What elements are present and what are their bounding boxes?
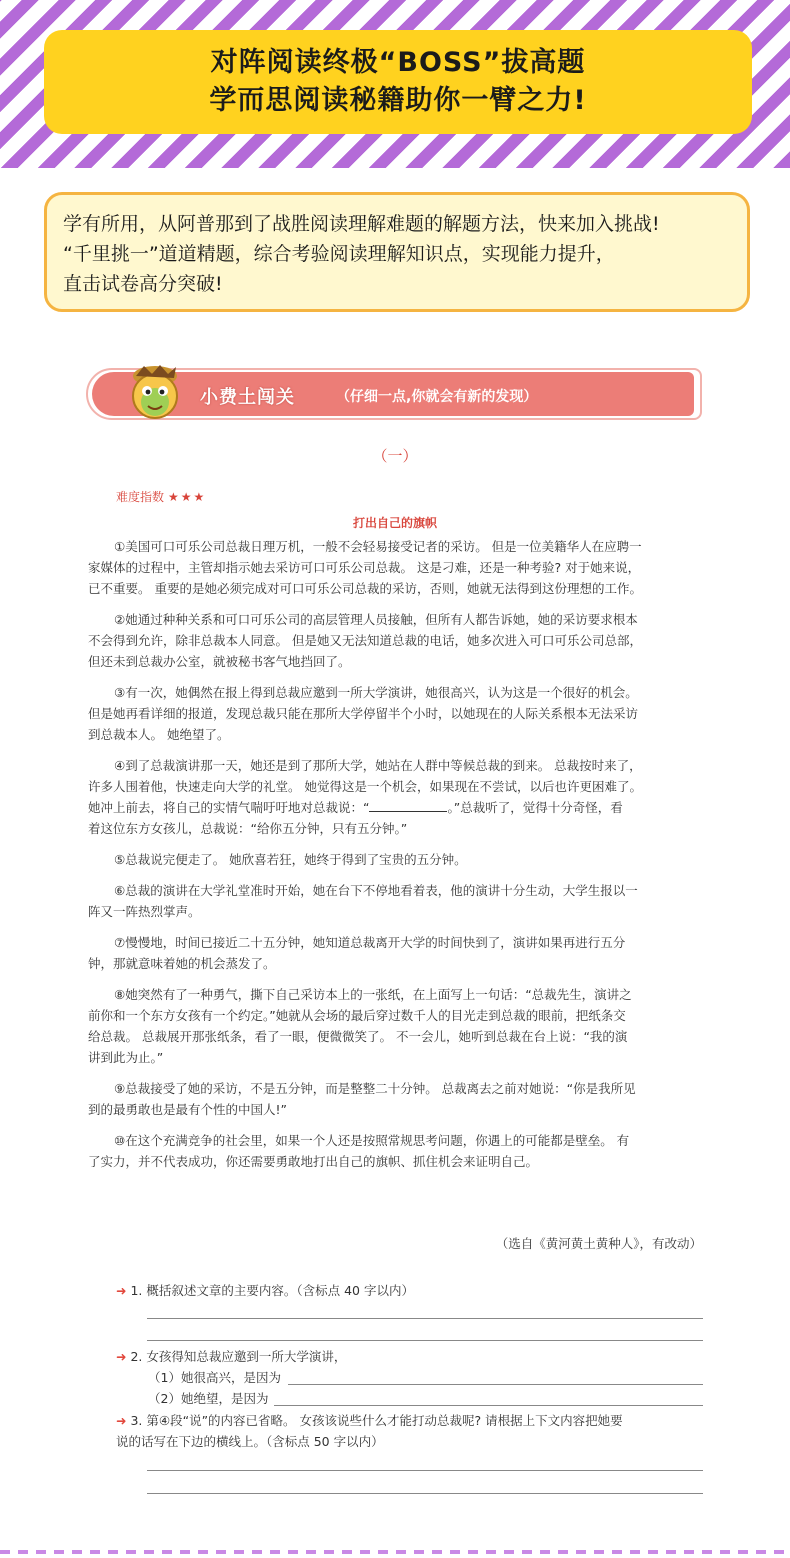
paragraph-8 (88, 984, 704, 1068)
fill-in-blank[interactable] (369, 800, 447, 812)
paragraph-3 (88, 682, 704, 745)
arrow-right-icon: ➜ (116, 1413, 127, 1428)
bottom-divider (0, 1550, 790, 1554)
text-fragment: 她冲上前去，将自己的实情气喘吁吁地对总裁说：“ (88, 800, 370, 815)
answer-line[interactable] (147, 1470, 703, 1471)
article-body (88, 536, 704, 1182)
banner-title: 小费土闯关 (200, 387, 295, 408)
text-line: 了实力，并不代表成功，你还需要勇敢地打出自己的旗帜、抓住机会来证明自己。 (88, 1154, 539, 1169)
text-line: 阵又一阵热烈掌声。 (88, 904, 201, 919)
arrow-right-icon: ➜ (116, 1349, 127, 1364)
headline-line-2: 学而思阅读秘籍助你一臂之力! (209, 85, 587, 116)
paragraph-5 (88, 849, 704, 870)
text-line: ①美国可口可乐公司总裁日理万机，一般不会轻易接受记者的采访。 但是一位美籍华人在应聘一 (114, 539, 642, 554)
question-3 (116, 1410, 623, 1431)
text-line: ⑨总裁接受了她的采访，不是五分钟，而是整整二十分钟。 总裁离去之前对她说：“你是我所见 (114, 1081, 636, 1096)
text-line: 不会得到允许，除非总裁本人同意。 但是她又无法知道总裁的电话，她多次进入可口可乐公司总部， (88, 633, 642, 648)
paragraph-6 (88, 880, 704, 922)
text-line: ⑧她突然有了一种勇气，撕下自己采访本上的一张纸，在上面写上一句话：“总裁先生，演讲之 (114, 987, 632, 1002)
question-2-text: 2. 女孩得知总裁应邀到一所大学演讲， (130, 1349, 347, 1364)
text-line: 家媒体的过程中，主管却指示她去采访可口可乐公司总裁。 这是刁难，还是一种考验? 对于她来说， (88, 560, 641, 575)
difficulty-rating (116, 488, 206, 505)
arrow-right-icon: ➜ (116, 1283, 127, 1298)
difficulty-label: 难度指数 (116, 490, 165, 504)
difficulty-stars: ★★★ (168, 490, 207, 504)
paragraph-1 (88, 536, 704, 599)
text-line: 钟，那就意味着她的机会蒸发了。 (88, 956, 276, 971)
section-number: （一） (372, 447, 418, 465)
question-3-text-cont: 说的话写在下边的横线上。（含标点 50 字以内） (116, 1434, 384, 1449)
question-2 (116, 1346, 346, 1367)
text-line: ④到了总裁演讲那一天，她还是到了那所大学，她站在人群中等候总裁的到来。 总裁按时来了， (114, 758, 642, 773)
headline-line-1: 对阵阅读终极“BOSS”拔高题 (210, 47, 586, 78)
text-line: 给总裁。 总裁展开那张纸条，看了一眼，便微微笑了。 不一会儿，她听到总裁在台上说：“我的演 (88, 1029, 628, 1044)
text-line: 但还未到总裁办公室，就被秘书客气地挡回了。 (88, 654, 351, 669)
paragraph-2 (88, 609, 704, 672)
text-line: 着这位东方女孩儿，总裁说：“给你五分钟，只有五分钟。” (88, 821, 408, 836)
answer-line[interactable] (147, 1318, 703, 1319)
question-1-text: 1. 概括叙述文章的主要内容。（含标点 40 字以内） (130, 1283, 414, 1298)
text-line: ③有一次，她偶然在报上得到总裁应邀到一所大学演讲，她很高兴，认为这是一个很好的机会。 (114, 685, 638, 700)
article-title: 打出自己的旗帜 (352, 516, 437, 530)
paragraph-7 (88, 932, 704, 974)
mascot-icon (124, 364, 186, 422)
article-source: （选自《黄河黄土黄种人》，有改动） (495, 1236, 702, 1251)
question-2-part-1: （1）她很高兴，是因为 (148, 1370, 281, 1385)
answer-line[interactable] (147, 1340, 703, 1341)
answer-line[interactable] (288, 1384, 703, 1385)
intro-line-1: 学有所用，从阿普那到了战胜阅读理解难题的解题方法，快来加入挑战! (63, 213, 660, 235)
text-line: ⑤总裁说完便走了。 她欣喜若狂，她终于得到了宝贵的五分钟。 (114, 852, 467, 867)
text-fragment: 。”总裁听了，觉得十分奇怪，看 (447, 800, 623, 815)
answer-line[interactable] (147, 1493, 703, 1494)
intro-line-3: 直击试卷高分突破! (63, 273, 223, 295)
paragraph-4 (88, 755, 704, 839)
intro-box (44, 192, 750, 312)
text-line: 许多人围着他，快速走向大学的礼堂。 她觉得这是一个机会，如果现在不尝试，以后也许更困难了。 (88, 779, 642, 794)
text-line: 讲到此为止。” (88, 1050, 164, 1065)
text-line: ②她通过种种关系和可口可乐公司的高层管理人员接触，但所有人都告诉她，她的采访要求根本 (114, 612, 638, 627)
text-line: 到的最勇敢也是最有个性的中国人!” (88, 1102, 287, 1117)
answer-line[interactable] (274, 1405, 703, 1406)
question-2-part-2: （2）她绝望，是因为 (148, 1391, 269, 1406)
text-line: ⑥总裁的演讲在大学礼堂准时开始，她在台下不停地看着表，他的演讲十分生动，大学生报以一 (114, 883, 638, 898)
text-line: 前你和一个东方女孩有一个约定。”她就从会场的最后穿过数千人的目光走到总裁的眼前，把纸条交 (88, 1008, 626, 1023)
question-3-text: 3. 第④段“说”的内容已省略。 女孩该说些什么才能打动总裁呢? 请根据上下文内容把她要 (130, 1413, 623, 1428)
text-line: ⑩在这个充满竞争的社会里，如果一个人还是按照常规思考问题，你遇上的可能都是壁垒。 有 (114, 1133, 630, 1148)
text-line (88, 797, 704, 818)
paragraph-10 (88, 1130, 704, 1172)
paragraph-9 (88, 1078, 704, 1120)
question-1 (116, 1280, 414, 1301)
banner-subtitle: （仔细一点,你就会有新的发现） (336, 389, 538, 405)
headline-box (44, 30, 752, 134)
intro-line-2: “千里挑一”道道精题，综合考验阅读理解知识点，实现能力提升， (63, 243, 615, 265)
text-line: ⑦慢慢地，时间已接近二十五分钟，她知道总裁离开大学的时间快到了，演讲如果再进行五分 (114, 935, 626, 950)
text-line: 已不重要。 重要的是她必须完成对可口可乐公司总裁的采访，否则，她就无法得到这份理想的工作。 (88, 581, 642, 596)
text-line: 到总裁本人。 她绝望了。 (88, 727, 230, 742)
text-line: 但是她再看详细的报道，发现总裁只能在那所大学停留半个小时，以她现在的人际关系根本无法采访 (88, 706, 639, 721)
